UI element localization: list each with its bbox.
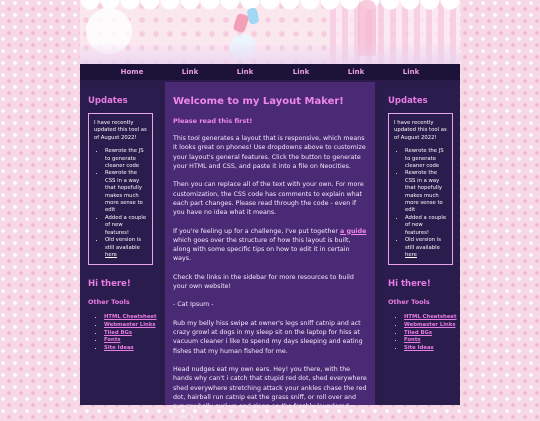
old-version-link[interactable]: here [405,251,417,258]
hi-there-heading: Hi there! [88,279,131,290]
old-version-link[interactable]: here [105,251,117,258]
list-item [104,330,160,338]
webmaster-links-link[interactable]: Webmaster Links [104,321,156,328]
hi-there-heading: Hi there! [388,279,431,290]
other-tools-heading: Other Tools [388,298,430,307]
list-item [405,237,447,259]
list-item [104,314,160,322]
html-cheatsheet-link[interactable]: HTML Cheatsheet [404,314,457,321]
nav-link-3[interactable]: Link [292,68,310,76]
updates-intro: I have recently updated this tool as of August 2022! [94,120,147,141]
list-item [404,322,460,330]
page-title: Welcome to my Layout Maker! [173,96,344,107]
updates-box [388,113,453,265]
guide-link[interactable]: a guide [340,227,367,235]
nav-link-2[interactable]: Link [236,68,254,76]
fonts-link[interactable]: Fonts [104,337,121,344]
right-sidebar [380,82,460,405]
webmaster-links-link[interactable]: Webmaster Links [404,321,456,328]
ipsum-paragraph-2: Head nudges eat my own ears. Hey! you there, with the hands why can't i catch that stupid red dot, shed everywhere shed everywhere stretching attack your ankles chase the red dot, hairball run catnip eat the grass sniff, or roll over and sun my belly curl up and sleep on the freshly laundered towels. [173,365,367,420]
list-item [104,337,160,345]
list-item [404,337,460,345]
guide-paragraph: If you're feeling up for a challenge, I've put together a guide which goes over the structure of how this layout is built, along with some specific tips on how to edit it in certain ways. [173,227,367,263]
tiled-bgs-link[interactable]: Tiled BGs [104,329,133,336]
list-item: • Added a couple of new features! [405,215,447,237]
intro-paragraph: This tool generates a layout that is responsive, which means it looks great on phones! Use dropdowns above to customize your layout's general features. Click the button to generate your HTML and CSS, and paste it into a file on Neocities. [173,135,366,170]
list-item: • Rewrote the JS to generate cleaner code [105,148,147,170]
nav-link-1[interactable]: Link [181,68,199,76]
top-nav [80,64,460,80]
old-version-text: Old version is still available [105,237,142,251]
list-item [104,345,160,353]
updates-list [405,148,447,259]
read-first-heading: Please read this first! [173,117,253,125]
other-tools-heading: Other Tools [88,298,130,307]
tiled-bgs-link[interactable]: Tiled BGs [404,329,433,336]
list-item: • Added a couple of new features! [105,215,147,237]
tools-list [404,314,460,352]
cat-ipsum-heading: - Cat Ipsum - [173,301,214,309]
updates-heading: Updates [388,96,428,106]
updates-heading: Updates [88,96,128,106]
tools-list [104,314,160,352]
sidebar-hint-paragraph: Check the links in the sidebar for more resources to build your own website! [173,273,354,291]
updates-list [105,148,147,259]
list-item [404,330,460,338]
nav-link-5[interactable]: Link [402,68,420,76]
html-cheatsheet-link[interactable]: HTML Cheatsheet [104,314,157,321]
site-ideas-link[interactable]: Site Ideas [104,345,134,351]
list-item [105,237,147,259]
site-ideas-link[interactable]: Site Ideas [404,345,434,351]
nav-link-home[interactable]: Home [120,68,144,76]
left-sidebar [80,82,160,405]
updates-box [88,113,153,265]
ipsum-paragraph-1: Rub my belly hiss swipe at owner's legs sniff catnip and act crazy growl at dogs in my sleep sit on the laptop for hiss at vacuum cleaner i like to spend my days sleeping and eating fishes that my human fished for me. [173,319,363,355]
customize-paragraph: Then you can replace all of the text with your own. For more customization, the CSS code has comments to explain what each part changes. Please read through the code - even if you have no idea what it means. [173,181,364,217]
old-version-text: Old version is still available [405,237,442,251]
nav-link-4[interactable]: Link [347,68,365,76]
fonts-link[interactable]: Fonts [404,337,421,344]
list-item: • Rewrote the CSS in a way that hopefully makes much more sense to edit [405,170,447,214]
list-item [404,345,460,353]
list-item [404,314,460,322]
list-item: • Rewrote the CSS in a way that hopefully makes much more sense to edit [105,170,147,214]
main-content [165,82,375,420]
updates-intro: I have recently updated this tool as of August 2022! [394,120,447,141]
list-item: • Rewrote the JS to generate cleaner code [405,148,447,170]
header-banner [80,0,460,64]
list-item [104,322,160,330]
